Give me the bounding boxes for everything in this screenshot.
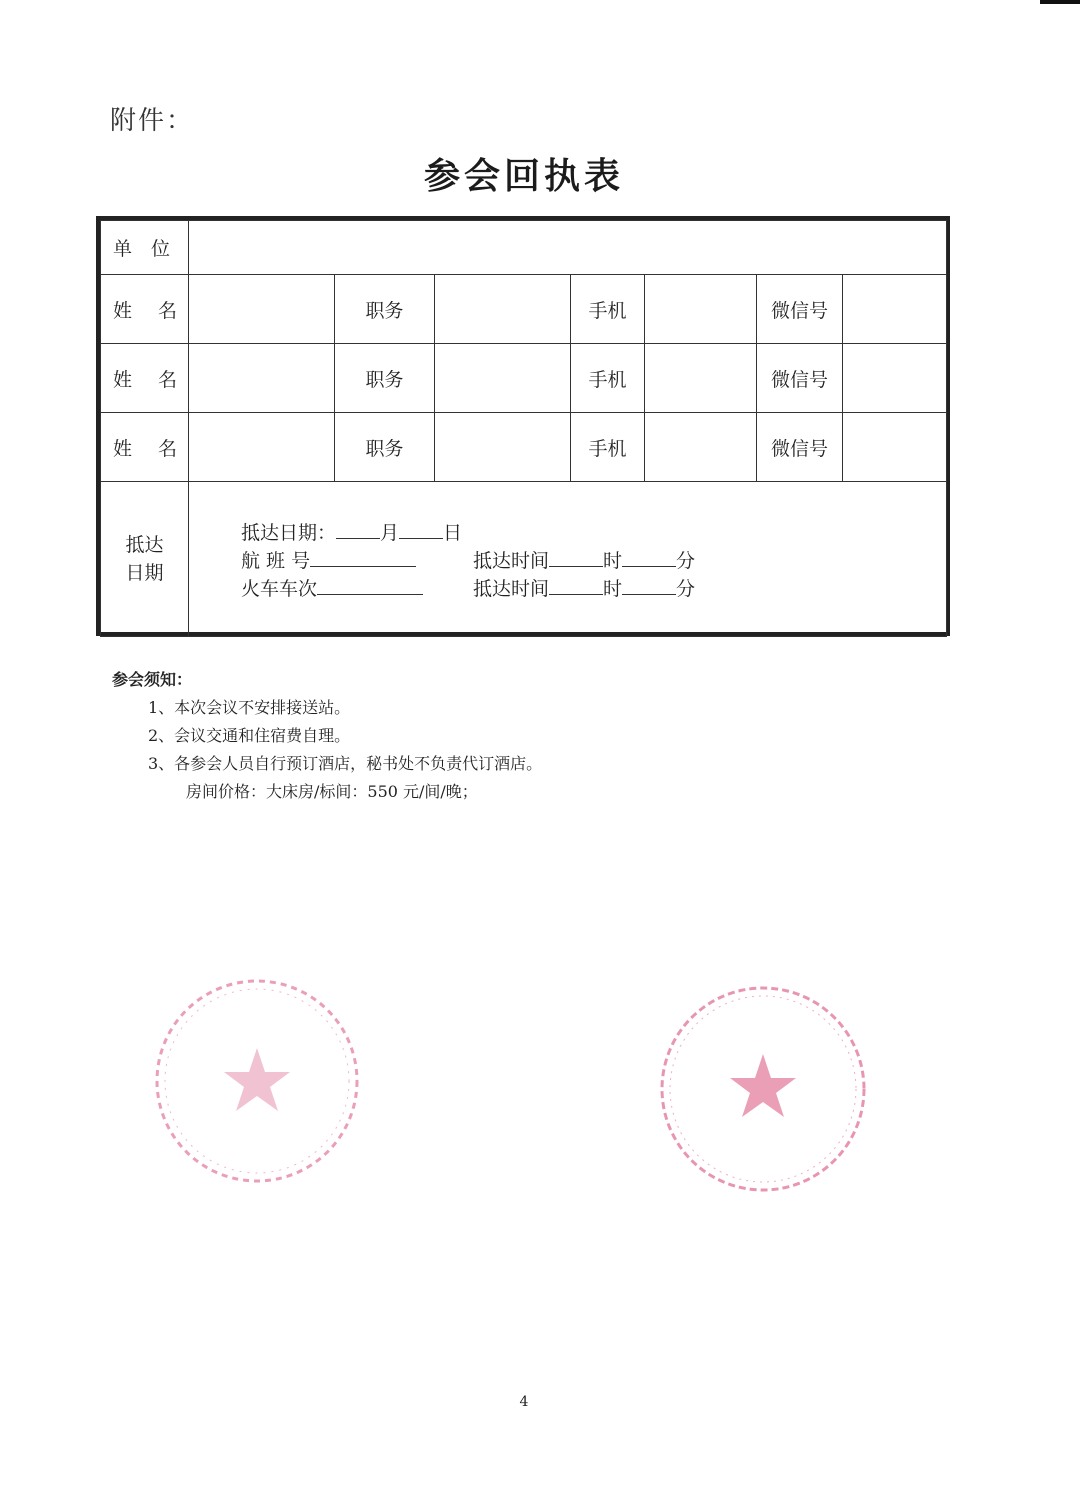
- attachment-label: 附件：: [110, 106, 195, 136]
- position-field[interactable]: [435, 413, 571, 482]
- name-field[interactable]: [189, 275, 335, 344]
- wechat-label: 微信号: [757, 344, 843, 413]
- hour-label: 时: [603, 578, 623, 600]
- arrival-label: [101, 482, 189, 637]
- phone-label: 手机: [571, 413, 645, 482]
- notes-title: 参会须知：: [112, 670, 193, 689]
- wechat-field[interactable]: [843, 344, 947, 413]
- day-blank[interactable]: [399, 520, 443, 539]
- train-hour-blank[interactable]: [549, 576, 603, 595]
- minute-label: 分: [676, 550, 696, 572]
- arrival-row: [101, 482, 947, 637]
- train-label: 火车车次: [241, 578, 318, 600]
- flight-label: 航 班 号: [241, 550, 311, 572]
- unit-label: 单 位: [101, 221, 189, 275]
- train-line: [241, 574, 423, 601]
- flight-arrival-time-line: [473, 546, 695, 573]
- arrival-time-label: 抵达时间: [473, 550, 550, 572]
- train-blank[interactable]: [317, 576, 423, 595]
- phone-field[interactable]: [645, 275, 757, 344]
- name-label: 姓 名: [101, 275, 189, 344]
- attendee-row: [101, 275, 947, 344]
- notes-section: [112, 666, 542, 806]
- name-label: 姓 名: [101, 344, 189, 413]
- wechat-label: 微信号: [757, 413, 843, 482]
- note-item: 3、各参会人员自行预订酒店，秘书处不负责代订酒店。: [148, 754, 543, 773]
- flight-blank[interactable]: [310, 548, 416, 567]
- minute-label: 分: [676, 578, 696, 600]
- train-minute-blank[interactable]: [622, 576, 676, 595]
- arrival-date-line: [241, 518, 462, 545]
- position-field[interactable]: [435, 275, 571, 344]
- month-label: 月: [380, 522, 400, 544]
- attendee-row: [101, 344, 947, 413]
- phone-label: 手机: [571, 344, 645, 413]
- flight-line: [241, 546, 416, 573]
- room-price: 房间价格：大床房/标间：550 元/间/晚；: [186, 782, 478, 801]
- wechat-label: 微信号: [757, 275, 843, 344]
- wechat-field[interactable]: [843, 413, 947, 482]
- note-item: 1、本次会议不安排接送站。: [148, 698, 351, 717]
- scan-corner-mark: [1040, 0, 1080, 4]
- position-label: 职务: [335, 344, 435, 413]
- wechat-field[interactable]: [843, 275, 947, 344]
- name-label: 姓 名: [101, 413, 189, 482]
- arrival-label-line2: 日期: [125, 562, 164, 584]
- arrival-details: [189, 482, 947, 637]
- day-label: 日: [443, 522, 463, 544]
- page-number: 4: [519, 1394, 529, 1410]
- hour-label: 时: [603, 550, 623, 572]
- flight-hour-blank[interactable]: [549, 548, 603, 567]
- arrival-label-line1: 抵达: [125, 534, 164, 556]
- position-label: 职务: [335, 413, 435, 482]
- arrival-date-label: 抵达日期：: [241, 522, 337, 544]
- unit-field[interactable]: [189, 221, 947, 275]
- phone-field[interactable]: [645, 344, 757, 413]
- arrival-time-label: 抵达时间: [473, 578, 550, 600]
- position-label: 职务: [335, 275, 435, 344]
- name-field[interactable]: [189, 344, 335, 413]
- month-blank[interactable]: [336, 520, 380, 539]
- phone-field[interactable]: [645, 413, 757, 482]
- flight-minute-blank[interactable]: [622, 548, 676, 567]
- name-field[interactable]: [189, 413, 335, 482]
- registration-form: [96, 216, 950, 636]
- train-arrival-time-line: [473, 574, 695, 601]
- position-field[interactable]: [435, 344, 571, 413]
- attendee-row: [101, 413, 947, 482]
- official-seal-right: [656, 982, 870, 1196]
- unit-row: [101, 221, 947, 275]
- page-title: 参会回执表: [423, 156, 624, 197]
- official-seal-left: [150, 976, 364, 1186]
- note-item: 2、会议交通和住宿费自理。: [148, 726, 351, 745]
- phone-label: 手机: [571, 275, 645, 344]
